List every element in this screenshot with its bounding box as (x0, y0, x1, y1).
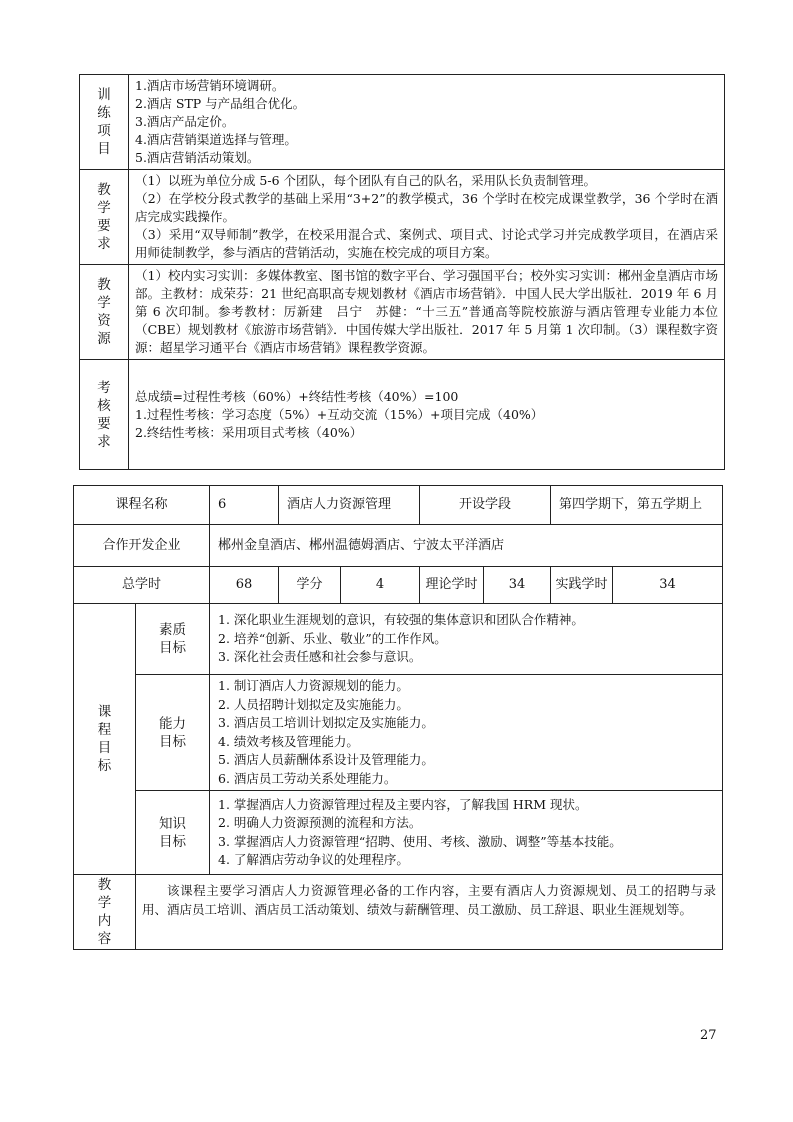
list-item: 2.终结性考核：采用项目式考核（40%） (135, 424, 363, 440)
list-item: 4. 了解酒店劳动争议的处理程序。 (218, 852, 409, 867)
total-hours-value: 68 (210, 567, 279, 604)
list-item: 1.过程性考核：学习态度（5%）+互动交流（15%）+项目完成（40%） (135, 406, 544, 422)
ability-goals-label (136, 675, 210, 791)
course-plan-table-1 (79, 74, 725, 470)
list-item: 2. 人员招聘计划拟定及实施能力。 (218, 696, 409, 712)
list-item: 3.酒店产品定价。 (135, 114, 235, 129)
total-hours-label: 总学时 (74, 567, 210, 604)
ability-goals-list (210, 675, 723, 791)
label-line: 目标 (159, 640, 186, 656)
knowledge-goals-list (210, 791, 723, 875)
assessment-list (129, 360, 725, 470)
teaching-resources-row (80, 265, 725, 360)
paragraph: （1）以班为单位分成 5-6 个团队，每个团队有自己的队名，采用队长负责制管理。 (135, 173, 597, 188)
label-char: 练 (97, 105, 111, 121)
label-char: 容 (97, 931, 112, 947)
course-name: 酒店人力资源管理 (279, 486, 420, 525)
practice-hours-value: 34 (613, 567, 723, 604)
teaching-requirements-text (129, 170, 725, 265)
teaching-resources-label (80, 265, 129, 360)
ability-goals-row (74, 675, 723, 791)
label-char: 学 (97, 895, 112, 911)
knowledge-goals-label (136, 791, 210, 875)
label-char: 要 (97, 218, 111, 234)
label-char: 目 (97, 740, 112, 756)
label-char: 考 (97, 379, 111, 396)
list-item: 1. 深化职业生涯规划的意识，有较强的集体意识和团队合作精神。 (218, 612, 584, 628)
label-char: 目 (97, 141, 111, 157)
label-char: 教 (97, 277, 111, 293)
credit-label: 学分 (279, 567, 341, 604)
list-item: 4.酒店营销渠道选择与管理。 (135, 132, 297, 147)
training-items-label (80, 75, 129, 170)
teaching-requirements-label (80, 170, 129, 265)
list-item: 1. 掌握酒店人力资源管理过程及主要内容，了解我国 HRM 现状。 (218, 796, 588, 812)
teaching-content-row (74, 875, 723, 950)
label-char: 要 (97, 415, 111, 432)
paragraph: （2）在学校分段式教学的基础上采用“3+2”的教学模式，36 个学时在校完成课堂教学，36 个学时在酒店完成实践操作。 (135, 191, 718, 224)
assessment-row (80, 360, 725, 470)
list-item: 2. 培养“创新、乐业、敬业”的工作作风。 (218, 630, 447, 646)
list-item: 2. 明确人力资源预测的流程和方法。 (218, 815, 422, 830)
credit-value: 4 (341, 567, 420, 604)
hours-row (74, 567, 723, 604)
partner-companies: 郴州金皇酒店、郴州温德姆酒店、宁波太平洋酒店 (210, 525, 723, 567)
label-char: 核 (97, 397, 111, 414)
label-char: 源 (97, 331, 111, 347)
label-char: 项 (97, 123, 111, 139)
label-line: 目标 (159, 733, 186, 750)
teaching-content-label (74, 875, 136, 950)
label-char: 训 (97, 87, 111, 103)
label-char: 教 (97, 877, 112, 893)
partner-row (74, 525, 723, 567)
quality-goals-label (136, 604, 210, 675)
list-item: 3. 深化社会责任感和社会参与意识。 (218, 649, 422, 665)
list-item: 3. 酒店员工培训计划拟定及实施能力。 (218, 715, 434, 730)
label-char: 求 (97, 236, 111, 252)
list-item: 1. 制订酒店人力资源规划的能力。 (218, 678, 409, 693)
course-plan-table-2 (73, 485, 723, 950)
label-char: 教 (97, 182, 111, 198)
course-goals-label (74, 604, 136, 875)
training-items-row (80, 75, 725, 170)
theory-hours-label: 理论学时 (420, 567, 484, 604)
list-item: 4. 绩效考核及管理能力。 (218, 733, 359, 749)
label-line: 目标 (159, 833, 186, 850)
quality-goals-list (210, 604, 723, 675)
partner-label: 合作开发企业 (74, 525, 210, 567)
label-line: 知识 (159, 815, 186, 832)
teaching-content-text: 该课程主要学习酒店人力资源管理必备的工作内容，主要有酒店人力资源规划、员工的招聘与录用、酒店员工培训、酒店员工活动策划、绩效与薪酬管理、员工激励、员工辞退、职业生涯规划等。 (136, 875, 723, 950)
label-char: 资 (97, 313, 111, 329)
course-name-label: 课程名称 (74, 486, 210, 525)
course-name-row (74, 486, 723, 525)
label-char: 学 (97, 200, 111, 216)
list-item: 1.酒店市场营销环境调研。 (135, 78, 285, 93)
semester-label: 开设学段 (420, 486, 551, 525)
knowledge-goals-row (74, 791, 723, 875)
label-line: 素质 (159, 622, 186, 638)
label-char: 程 (97, 722, 112, 738)
teaching-requirements-row (80, 170, 725, 265)
list-item: 6. 酒店员工劳动关系处理能力。 (218, 770, 397, 786)
label-char: 求 (97, 433, 111, 450)
list-item: 5. 酒店人员薪酬体系设计及管理能力。 (218, 752, 434, 767)
teaching-resources-text: （1）校内实习实训：多媒体教室、图书馆的数字平台、学习强国平台；校外实习实训：郴州金皇酒店市场部。主教材：成荣芬：21 世纪高职高专规划教材《酒店市场营销》．中国人民大学出版社．2019 年 6 月第 6 次印制。参考教材：厉新建 吕宁 苏健：“十三五”普通高等院校旅游与酒店管理专业能力本位（CBE）规划教材《旅游市场营销》．中国传媒大学出版社．2017 年 5 月第 1 次印制。（3）课程数字资源：超星学习通平台《酒店市场营销》课程教学资源。 (129, 265, 725, 360)
practice-hours-label: 实践学时 (551, 567, 613, 604)
assessment-label (80, 360, 129, 470)
label-char: 标 (97, 758, 112, 774)
label-char: 学 (97, 295, 111, 311)
label-char: 课 (97, 704, 112, 720)
list-item: 3. 掌握酒店人力资源管理“招聘、使用、考核、激励、调整”等基本技能。 (218, 833, 622, 849)
page-number: 27 (700, 1028, 717, 1043)
list-item: 2.酒店 STP 与产品组合优化。 (135, 96, 306, 111)
training-items-list (129, 75, 725, 170)
theory-hours-value: 34 (484, 567, 551, 604)
paragraph: （3）采用“双导师制”教学，在校采用混合式、案例式、项目式、讨论式学习并完成教学项目，在酒店采用师徒制教学，参与酒店的营销活动，实施在校完成的项目方案。 (135, 227, 718, 260)
list-item: 总成绩=过程性考核（60%）+终结性考核（40%）=100 (135, 388, 459, 404)
label-char: 内 (97, 913, 112, 929)
label-line: 能力 (159, 715, 186, 732)
semester-value: 第四学期下，第五学期上 (551, 486, 723, 525)
course-number: 6 (210, 486, 279, 525)
list-item: 5.酒店营销活动策划。 (135, 150, 260, 165)
quality-goals-row (74, 604, 723, 675)
